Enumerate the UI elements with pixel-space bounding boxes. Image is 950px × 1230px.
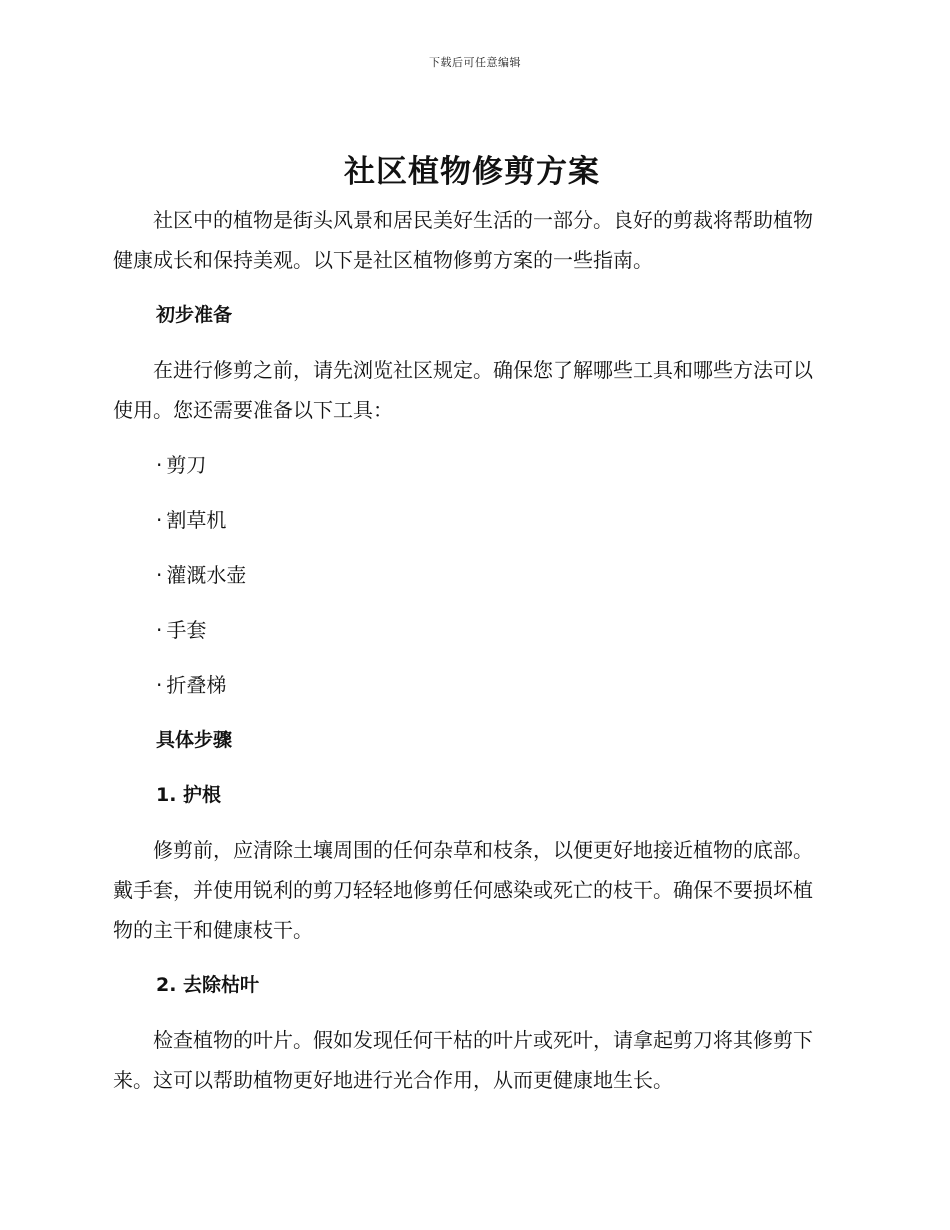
section-heading-preparation: 初步准备 [156, 304, 233, 326]
list-item [113, 665, 831, 705]
document-body [113, 150, 831, 1100]
bullet-icon: · [156, 673, 163, 697]
tool-label: 灌溉水壶 [166, 563, 247, 587]
list-item [113, 500, 831, 540]
tool-label: 剪刀 [166, 453, 207, 477]
section-heading-steps: 具体步骤 [156, 729, 233, 751]
preparation-paragraph: 在进行修剪之前，请先浏览社区规定。确保您了解哪些工具和哪些方法可以使用。您还需要准备以下工具： [113, 358, 813, 422]
list-item [113, 555, 831, 595]
intro-paragraph: 社区中的植物是街头风景和居民美好生活的一部分。良好的剪裁将帮助植物健康成长和保持美观。以下是社区植物修剪方案的一些指南。 [113, 208, 813, 272]
list-item [113, 445, 831, 485]
step-heading-remove-leaves: 2. 去除枯叶 [156, 974, 260, 996]
step-heading-mulch: 1. 护根 [156, 784, 222, 806]
tool-label: 割草机 [166, 508, 227, 532]
document-title: 社区植物修剪方案 [344, 154, 600, 190]
step-paragraph-mulch: 修剪前，应清除土壤周围的任何杂草和枝条，以便更好地接近植物的底部。戴手套，并使用锐利的剪刀轻轻地修剪任何感染或死亡的枝干。确保不要损坏植物的主干和健康枝干。 [113, 838, 813, 942]
tools-list [113, 445, 831, 705]
bullet-icon: · [156, 563, 163, 587]
bullet-icon: · [156, 618, 163, 642]
tool-label: 折叠梯 [166, 673, 227, 697]
list-item [113, 610, 831, 650]
bullet-icon: · [156, 453, 163, 477]
bullet-icon: · [156, 508, 163, 532]
step-paragraph-remove-leaves: 检查植物的叶片。假如发现任何干枯的叶片或死叶，请拿起剪刀将其修剪下来。这可以帮助植物更好地进行光合作用，从而更健康地生长。 [113, 1028, 813, 1092]
page-header-note: 下载后可任意编辑 [429, 56, 521, 69]
tool-label: 手套 [166, 618, 207, 642]
